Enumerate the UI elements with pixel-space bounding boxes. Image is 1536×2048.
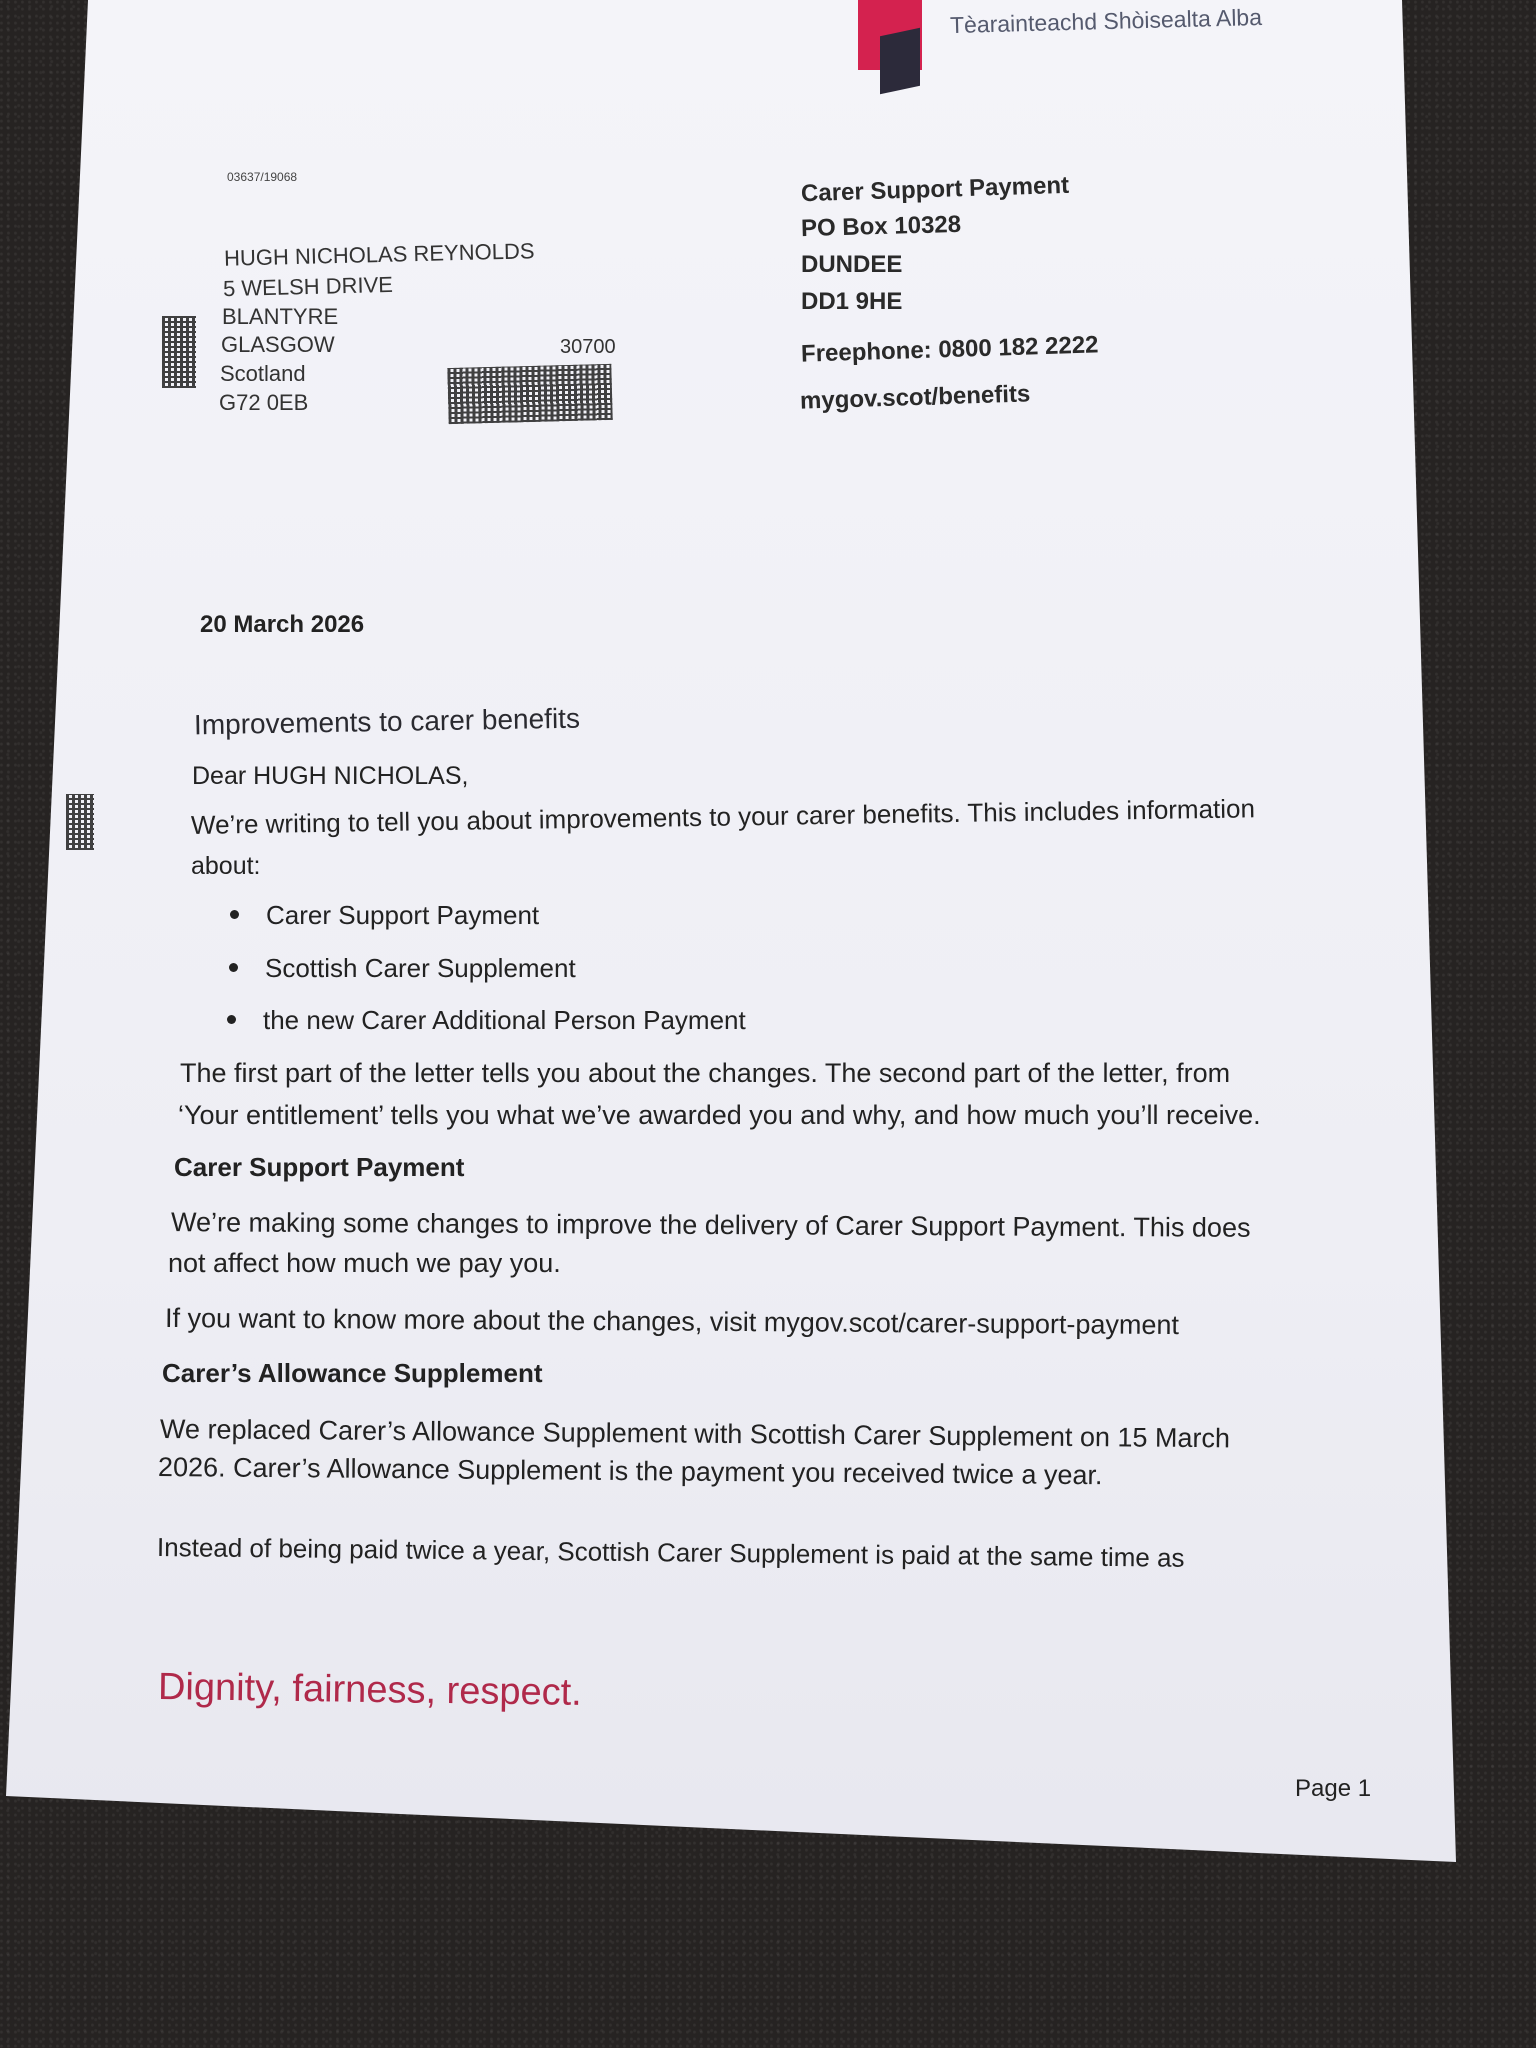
bullet-icon: [227, 1015, 236, 1024]
bullet-icon: [229, 963, 238, 972]
list-item: Carer Support Payment: [266, 900, 539, 931]
sender-dept: Carer Support Payment: [800, 171, 1070, 208]
list-item: Scottish Carer Supplement: [265, 953, 576, 984]
intro-line-1: We’re writing to tell you about improvements to your carer benefits. This includes information: [190, 793, 1256, 840]
reference-number: 03637/19068: [227, 170, 298, 184]
org-name-gaelic: Tèarainteachd Shòisealta Alba: [949, 3, 1263, 39]
csp-line-2: not affect how much we pay you.: [168, 1248, 561, 1278]
bullet-icon: [230, 910, 239, 919]
salutation: Dear HUGH NICHOLAS,: [192, 762, 469, 790]
letter-title: Improvements to carer benefits: [193, 702, 581, 741]
intro-line-2: about:: [191, 852, 261, 880]
logo-mark-dark: [880, 28, 920, 95]
para-overview-2: ‘Your entitlement’ tells you what we’ve awarded you and why, and how much you’ll receive.: [178, 1100, 1261, 1130]
cas-line-1: We replaced Carer’s Allowance Supplement with Scottish Carer Supplement on 15 March: [159, 1414, 1231, 1454]
website-link: mygov.scot/benefits: [799, 380, 1031, 415]
letter-date: 20 March 2026: [200, 611, 365, 638]
sender-postcode: DD1 9HE: [801, 288, 903, 315]
heading-carers-allowance-supplement: Carer’s Allowance Supplement: [162, 1358, 543, 1388]
recipient-street: 5 WELSH DRIVE: [222, 271, 394, 302]
freephone-number: Freephone: 0800 182 2222: [800, 331, 1099, 368]
recipient-country: Scotland: [220, 361, 306, 386]
cas-line-3: Instead of being paid twice a year, Scottish Carer Supplement is paid at the same time as: [156, 1532, 1185, 1573]
cas-line-2: 2026. Carer’s Allowance Supplement is the payment you received twice a year.: [157, 1452, 1103, 1491]
recipient-name: HUGH NICHOLAS REYNOLDS: [223, 238, 535, 271]
sort-code: 30700: [560, 336, 616, 358]
recipient-town: BLANTYRE: [222, 304, 339, 329]
list-item: the new Carer Additional Person Payment: [263, 1005, 746, 1036]
heading-carer-support-payment: Carer Support Payment: [174, 1152, 465, 1182]
sender-pobox: PO Box 10328: [800, 210, 962, 243]
para-overview-1: The first part of the letter tells you about the changes. The second part of the letter, from: [180, 1058, 1231, 1088]
recipient-city: GLASGOW: [221, 332, 335, 357]
margin-barcode: [66, 794, 94, 850]
address-barcode: [447, 364, 612, 424]
side-barcode: [162, 316, 196, 388]
csp-line-3: If you want to know more about the changes, visit mygov.scot/carer-support-payment: [164, 1303, 1180, 1341]
motto: Dignity, fairness, respect.: [157, 1666, 583, 1714]
sender-city: DUNDEE: [801, 251, 903, 278]
csp-line-1: We’re making some changes to improve the delivery of Carer Support Payment. This does: [170, 1207, 1251, 1243]
page-number: Page 1: [1295, 1775, 1372, 1802]
recipient-postcode: G72 0EB: [219, 390, 309, 415]
